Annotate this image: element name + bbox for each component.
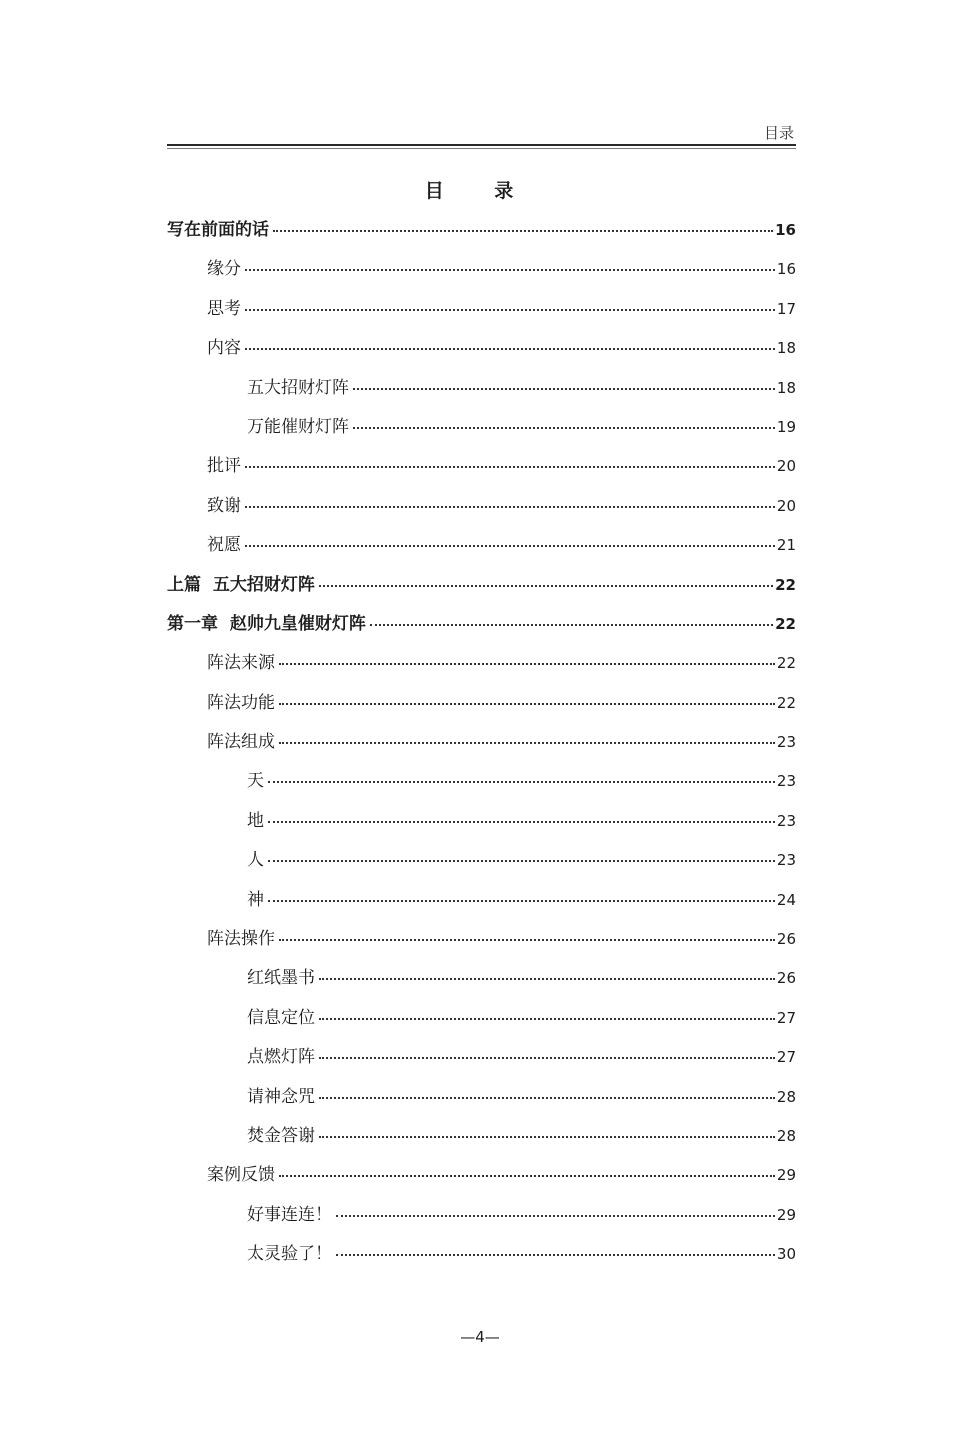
toc-entry-page: 17	[776, 299, 796, 318]
toc-dot-leader	[245, 348, 775, 350]
toc-entry-label: 案例反馈	[207, 1165, 275, 1186]
toc-entry-page: 23	[776, 851, 796, 870]
toc-entry[interactable]	[167, 881, 796, 920]
toc-entry-page: 22	[776, 654, 796, 673]
page-number: —4—	[460, 1328, 500, 1346]
toc-entry-label: 第一章 赵帅九皇催财灯阵	[167, 613, 366, 634]
toc-entry[interactable]	[167, 723, 796, 762]
toc-entry-label: 红纸墨书	[247, 968, 315, 989]
header-rule-thin	[167, 148, 796, 149]
toc-entry-page: 26	[776, 930, 796, 949]
toc-entry[interactable]	[167, 1117, 796, 1156]
toc-entry-label: 内容	[207, 338, 241, 359]
toc-entry[interactable]	[167, 1038, 796, 1077]
toc-entry[interactable]	[167, 211, 796, 250]
toc-entry-label: 五大招财灯阵	[247, 377, 349, 398]
toc-entry-page: 23	[776, 772, 796, 791]
toc-entry-label: 请神念咒	[247, 1086, 315, 1107]
toc-entry-label: 批评	[207, 456, 241, 477]
toc-entry[interactable]	[167, 250, 796, 289]
running-header: 目录	[764, 124, 795, 142]
toc-dot-leader	[245, 545, 775, 547]
toc-dot-leader	[279, 703, 775, 705]
toc-dot-leader	[336, 1215, 775, 1217]
toc-entry[interactable]	[167, 920, 796, 959]
toc-dot-leader	[353, 388, 775, 390]
toc-entry[interactable]	[167, 841, 796, 880]
toc-entry-label: 思考	[207, 298, 241, 319]
toc-entry-page: 29	[776, 1205, 796, 1224]
toc-dot-leader	[319, 1057, 775, 1059]
toc-entry-page: 18	[776, 339, 796, 358]
toc-entry[interactable]	[167, 644, 796, 683]
toc-entry-label: 祝愿	[207, 535, 241, 556]
toc-entry[interactable]	[167, 1235, 796, 1274]
toc-entry[interactable]	[167, 762, 796, 801]
toc-dot-leader	[370, 624, 773, 626]
toc-dot-leader	[279, 1175, 775, 1177]
toc-title: 目 录	[424, 180, 536, 202]
toc-entry-page: 28	[776, 1087, 796, 1106]
toc-entry[interactable]	[167, 290, 796, 329]
toc-entry-page: 16	[776, 260, 796, 279]
toc-dot-leader	[319, 585, 773, 587]
toc-entry[interactable]	[167, 329, 796, 368]
toc-entry-label: 上篇 五大招财灯阵	[167, 574, 315, 595]
toc-entry-label: 地	[247, 810, 264, 831]
table-of-contents	[167, 211, 796, 1275]
toc-entry-label: 阵法功能	[207, 692, 275, 713]
toc-entry-page: 28	[776, 1126, 796, 1145]
toc-dot-leader	[273, 230, 773, 232]
toc-entry-label: 天	[247, 771, 264, 792]
toc-entry-label: 阵法组成	[207, 732, 275, 753]
toc-entry-label: 致谢	[207, 495, 241, 516]
toc-entry-page: 22	[775, 575, 796, 594]
toc-entry[interactable]	[167, 959, 796, 998]
toc-dot-leader	[268, 900, 775, 902]
toc-entry-page: 23	[776, 733, 796, 752]
toc-dot-leader	[245, 269, 775, 271]
toc-dot-leader	[319, 1136, 775, 1138]
toc-entry[interactable]	[167, 408, 796, 447]
toc-entry[interactable]	[167, 1078, 796, 1117]
toc-entry[interactable]	[167, 369, 796, 408]
toc-dot-leader	[336, 1254, 775, 1256]
toc-entry-page: 16	[775, 221, 796, 239]
toc-entry[interactable]	[167, 684, 796, 723]
toc-entry-label: 人	[247, 850, 264, 871]
toc-dot-leader	[319, 1097, 775, 1099]
toc-dot-leader	[245, 506, 775, 508]
toc-dot-leader	[245, 309, 775, 311]
toc-entry[interactable]	[167, 999, 796, 1038]
toc-dot-leader	[319, 1018, 775, 1020]
toc-dot-leader	[245, 466, 775, 468]
toc-entry[interactable]	[167, 605, 796, 644]
toc-dot-leader	[319, 978, 775, 980]
toc-dot-leader	[279, 939, 775, 941]
toc-dot-leader	[279, 742, 775, 744]
toc-entry-page: 30	[776, 1245, 796, 1264]
toc-entry[interactable]	[167, 566, 796, 605]
toc-entry-label: 阵法操作	[207, 929, 275, 950]
toc-entry-page: 20	[776, 457, 796, 476]
toc-entry-label: 信息定位	[247, 1007, 315, 1028]
toc-entry[interactable]	[167, 1196, 796, 1235]
toc-dot-leader	[353, 427, 775, 429]
header-rule	[167, 144, 796, 146]
toc-dot-leader	[268, 860, 775, 862]
toc-entry-page: 20	[776, 496, 796, 515]
toc-entry-label: 好事连连！	[247, 1204, 332, 1225]
toc-entry-label: 太灵验了！	[247, 1244, 332, 1265]
toc-entry-page: 23	[776, 811, 796, 830]
toc-entry[interactable]	[167, 1156, 796, 1195]
toc-entry-label: 点燃灯阵	[247, 1047, 315, 1068]
toc-entry-page: 26	[776, 969, 796, 988]
toc-entry-label: 缘分	[207, 259, 241, 280]
toc-entry-page: 18	[776, 378, 796, 397]
toc-entry[interactable]	[167, 447, 796, 486]
toc-entry-label: 焚金答谢	[247, 1125, 315, 1146]
toc-entry-label: 阵法来源	[207, 653, 275, 674]
toc-entry-label: 万能催财灯阵	[247, 416, 349, 437]
toc-dot-leader	[279, 663, 775, 665]
toc-entry-page: 22	[775, 614, 796, 633]
toc-entry-label: 写在前面的话	[167, 220, 269, 240]
toc-entry[interactable]	[167, 487, 796, 526]
toc-dot-leader	[268, 821, 775, 823]
toc-entry-page: 21	[776, 536, 796, 555]
toc-entry-label: 神	[247, 889, 264, 910]
toc-entry-page: 24	[776, 890, 796, 909]
toc-entry-page: 22	[776, 693, 796, 712]
toc-entry[interactable]	[167, 526, 796, 565]
toc-entry[interactable]	[167, 802, 796, 841]
toc-entry-page: 27	[776, 1048, 796, 1067]
toc-entry-page: 29	[776, 1166, 796, 1185]
toc-dot-leader	[268, 781, 775, 783]
toc-entry-page: 27	[776, 1008, 796, 1027]
toc-entry-page: 19	[776, 417, 796, 436]
